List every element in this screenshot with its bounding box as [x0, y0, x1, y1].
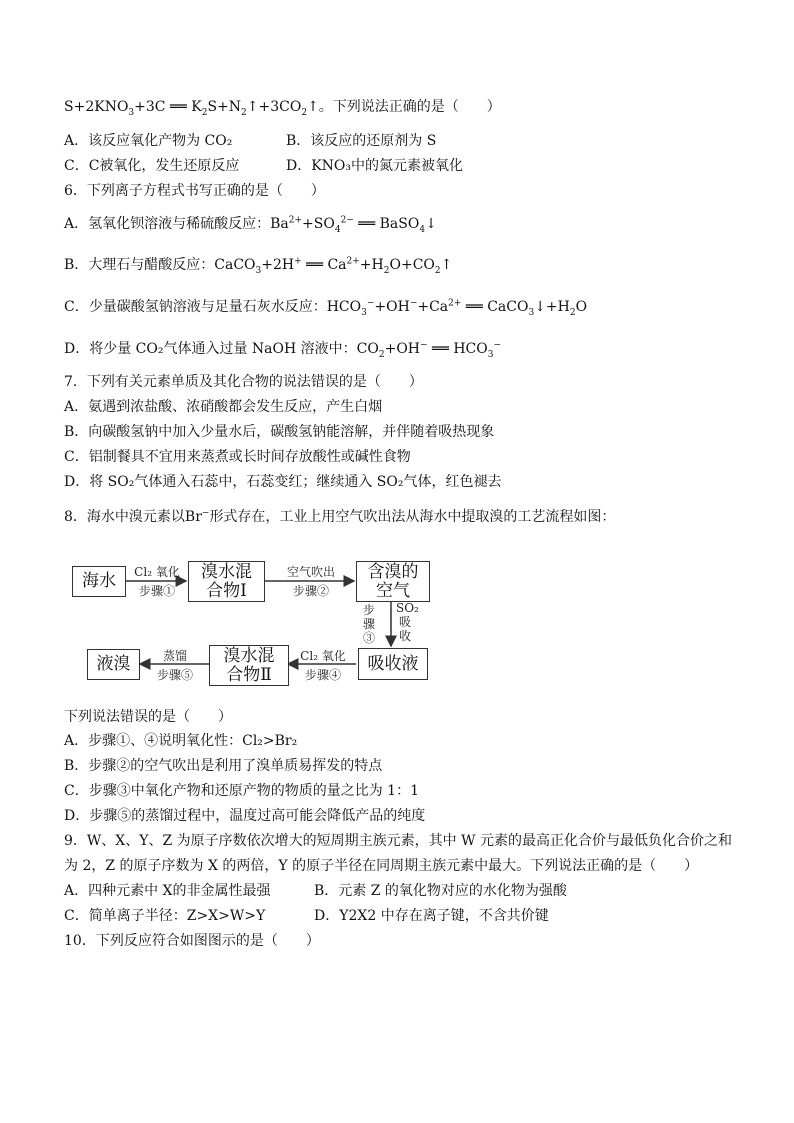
box-absorption-liquid: 吸收液 — [358, 648, 428, 680]
q6-option-c: C．少量碳酸氢钠溶液与足量石灰水反应：$HCO_3^-+OH^-+Ca^{2+}$ ══ $CaCO_3↓+H_2O$ — [64, 298, 588, 318]
q5-option-b: B．该反应的还原剂为 S — [286, 133, 437, 149]
label-step3-left: 步骤③ — [362, 603, 375, 645]
q7-stem: 7．下列有关元素单质及其化合物的说法错误的是（ ） — [64, 374, 423, 390]
q7-option-a: A．氨遇到浓盐酸、浓硝酸都会发生反应，产生白烟 — [64, 399, 383, 415]
box-bromine-water-mix-2 — [209, 645, 289, 686]
q8-option-d: D．步骤⑤的蒸馏过程中，温度过高可能会降低产品的纯度 — [64, 808, 426, 824]
box-mix2-line2: 合物Ⅱ — [226, 664, 272, 685]
box-mix1-line1: 溴水混 — [201, 561, 252, 582]
q5-option-a: A．该反应氧化产物为 CO₂ — [64, 133, 233, 149]
q9-option-a: A．四种元素中 X的非金属性最强 — [64, 883, 271, 899]
q8-sub-stem: 下列说法错误的是（ ） — [64, 709, 232, 725]
q8-stem: 8．海水中溴元素以Br−形式存在，工业上用空气吹出法从海水中提取溴的工艺流程如图： — [64, 508, 616, 525]
box-air-line2: 空气 — [376, 580, 410, 601]
box-air-line1: 含溴的 — [367, 561, 419, 582]
q9-stem-line1: 9．W、X、Y、Z 为原子序数依次增大的短周期主族元素，其中 W 元素的最高正化合价与最低负化合价之和 — [64, 833, 732, 849]
q9-option-c: C．简单离子半径：Z>X>W>Y — [64, 908, 266, 924]
box-bromine-air — [356, 561, 430, 602]
label-step3-right: SO₂吸收 — [396, 601, 419, 643]
q6-option-d: D．将少量 CO₂气体通入过量 NaOH 溶液中：$CO_2+OH^-$ ══ $HCO_3^-$ — [64, 340, 501, 360]
q6-option-a: A．氢氧化钡溶液与稀硫酸反应：$Ba^{2+}+SO_4^{2-}$ ══ BaSO$_4$↓ — [64, 215, 437, 235]
q8-option-b: B．步骤②的空气吹出是利用了溴单质易挥发的特点 — [64, 758, 383, 774]
label-step1-top: Cl₂ 氧化 — [134, 565, 180, 579]
box-mix1-line2: 合物Ⅰ — [206, 580, 247, 601]
q5-option-d: D．KNO₃中的氮元素被氧化 — [286, 158, 464, 174]
q7-option-b: B．向碳酸氢钠中加入少量水后，碳酸氢钠能溶解，并伴随着吸热现象 — [64, 424, 495, 440]
label-step5-bottom: 步骤⑤ — [156, 668, 193, 682]
q7-option-c: C．铝制餐具不宜用来蒸煮或长时间存放酸性或碱性食物 — [64, 449, 411, 465]
q6-option-b: B．大理石与醋酸反应：CaCO$_3$+2H+ ══ $Ca^{2+}+H_2O+CO_2↑$ — [64, 256, 453, 276]
q8-option-c: C．步骤③中氧化产物和还原产物的物质的量之比为 1：1 — [64, 783, 419, 799]
q5-stem: $S+2KNO_3+3C$ ══ $K_2S+N_2↑+3CO_2↑$。下列说法正确的是（ ） — [64, 99, 501, 118]
q5-option-c: C．C被氧化，发生还原反应 — [64, 158, 240, 174]
q9-option-d: D．Y2X2 中存在离子键，不含共价键 — [314, 908, 549, 924]
box-bromine-water-mix-1 — [188, 561, 265, 602]
q7-option-d: D．将 SO₂气体通入石蕊中，石蕊变红；继续通入 SO₂气体，红色褪去 — [64, 474, 502, 490]
q9-stem-line2: 为 2，Z 的原子序数为 X 的两倍，Y 的原子半径在同周期主族元素中最大。下列说法正确的是（ ） — [64, 858, 699, 874]
q6-stem: 6．下列离子方程式书写正确的是（ ） — [64, 183, 325, 199]
q10-stem: 10．下列反应符合如图图示的是（ ） — [64, 933, 320, 949]
q8-option-a: A．步骤①、④说明氧化性：Cl₂>Br₂ — [64, 733, 298, 749]
label-step2-top: 空气吹出 — [286, 565, 335, 579]
box-liquid-bromine: 液溴 — [87, 649, 140, 680]
label-step1-bottom: 步骤① — [138, 584, 175, 598]
q9-option-b: B．元素 Z 的氧化物对应的水化物为强酸 — [314, 883, 567, 899]
label-step2-bottom: 步骤② — [292, 584, 329, 598]
box-seawater: 海水 — [72, 566, 126, 597]
box-mix2-line1: 溴水混 — [223, 645, 275, 666]
label-step4-top: Cl₂ 氧化 — [300, 649, 346, 663]
label-step4-bottom: 步骤④ — [304, 668, 341, 682]
label-step5-top: 蒸馏 — [162, 649, 187, 663]
